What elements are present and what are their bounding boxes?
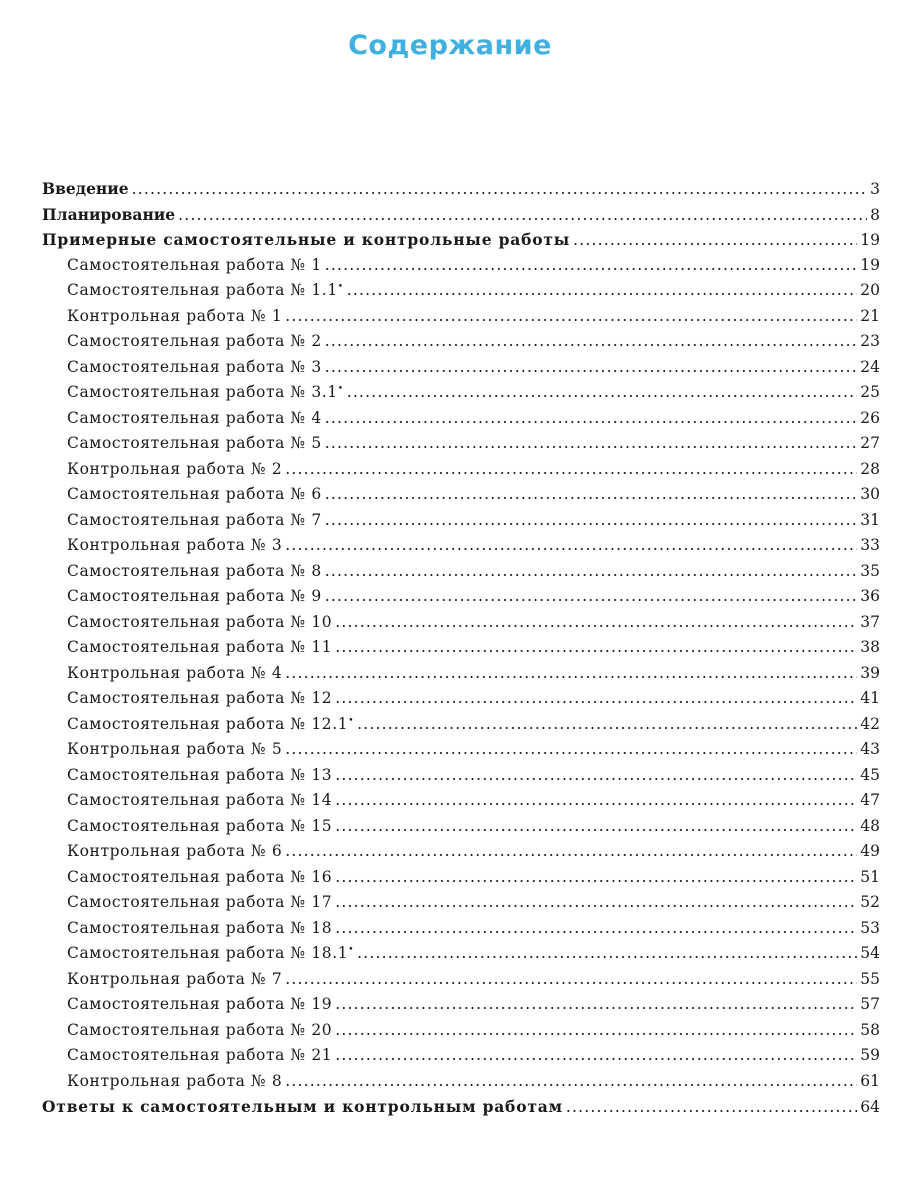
toc-entry[interactable] — [42, 1043, 880, 1069]
toc-entry[interactable] — [42, 737, 880, 763]
dot-leader — [325, 406, 857, 432]
toc-entry-label: Самостоятельная работа № 17 — [67, 893, 333, 911]
toc-entry-page: 43 — [860, 740, 880, 758]
toc-entry-label: Самостоятельная работа № 7 — [67, 510, 322, 529]
toc-entry[interactable] — [42, 457, 880, 483]
dot-leader — [335, 1043, 857, 1069]
toc-entry[interactable] — [42, 839, 880, 865]
dot-leader — [566, 1095, 857, 1121]
dot-leader — [325, 329, 857, 355]
toc-entry-label: Самостоятельная работа № 8 — [67, 561, 322, 580]
toc-entry-label: Самостоятельная работа № 12 — [67, 689, 333, 707]
toc-entry-label: Контрольная работа № 8 — [67, 1071, 283, 1090]
toc-entry-page: 39 — [860, 663, 880, 682]
dot-leader — [335, 890, 857, 916]
toc-entry-page: 20 — [860, 281, 880, 299]
toc-entry-label: Контрольная работа № 4 — [67, 663, 283, 682]
toc-entry[interactable] — [42, 482, 880, 508]
toc-entry[interactable] — [42, 355, 880, 381]
toc-entry-label: Самостоятельная работа № 20 — [67, 1020, 333, 1039]
advanced-mark-icon: • — [348, 944, 355, 955]
toc-entry-page: 42 — [860, 714, 880, 733]
toc-entry-page: 28 — [860, 459, 880, 478]
toc-entry[interactable] — [42, 380, 880, 406]
toc-entry-page: 41 — [860, 689, 880, 707]
toc-entry-label: Самостоятельная работа № 11 — [67, 638, 333, 656]
toc-entry-label: Контрольная работа № 7 — [67, 969, 283, 988]
toc-entry-page: 61 — [860, 1071, 880, 1090]
toc-entry-page: 58 — [860, 1020, 880, 1039]
toc-entry-page: 25 — [860, 383, 880, 401]
dot-leader — [335, 865, 857, 891]
toc-entry-page: 59 — [860, 1046, 880, 1064]
dot-leader — [285, 457, 857, 483]
toc-entry[interactable] — [42, 559, 880, 585]
dot-leader — [325, 508, 857, 534]
toc-entry-page: 31 — [860, 510, 880, 529]
toc-entry-page: 57 — [860, 995, 880, 1013]
dot-leader — [325, 253, 857, 279]
toc-entry-page: 19 — [860, 231, 880, 249]
toc-entry-label: Самостоятельная работа № 6 — [67, 485, 322, 503]
toc-entry[interactable] — [42, 533, 880, 559]
dot-leader — [335, 686, 857, 712]
dot-leader — [335, 814, 857, 840]
toc-entry[interactable] — [42, 1094, 880, 1120]
toc-entry-page: 33 — [860, 536, 880, 554]
toc-entry[interactable] — [42, 584, 880, 610]
toc-entry-page: 55 — [860, 969, 880, 988]
toc-entry-label: Самостоятельная работа № 16 — [67, 867, 333, 886]
toc-entry[interactable] — [42, 916, 880, 942]
page-title: Содержание — [348, 30, 552, 61]
dot-leader — [285, 661, 857, 687]
toc-entry-label: Самостоятельная работа № 3.1• — [67, 383, 344, 401]
dot-leader — [285, 1069, 857, 1095]
toc-entry[interactable] — [42, 304, 880, 330]
toc-entry-label: Контрольная работа № 5 — [67, 740, 283, 758]
toc-entry[interactable] — [42, 941, 880, 967]
toc-entry[interactable] — [42, 661, 880, 687]
toc-entry-label: Самостоятельная работа № 12.1• — [67, 714, 355, 733]
dot-leader — [357, 712, 857, 738]
toc-entry-page: 38 — [860, 638, 880, 656]
dot-leader — [335, 992, 857, 1018]
toc-entry-label: Самостоятельная работа № 18.1• — [67, 944, 355, 962]
toc-entry[interactable] — [42, 788, 880, 814]
toc-entry[interactable] — [42, 406, 880, 432]
toc-entry[interactable] — [42, 686, 880, 712]
toc-entry[interactable] — [42, 1018, 880, 1044]
dot-leader — [347, 380, 858, 406]
toc-entry[interactable] — [42, 508, 880, 534]
toc-entry-label: Самостоятельная работа № 1.1• — [67, 281, 344, 299]
toc-entry-page: 26 — [860, 408, 880, 427]
toc-entry[interactable] — [42, 763, 880, 789]
toc-entry-label: Самостоятельная работа № 14 — [67, 791, 333, 809]
dot-leader — [573, 228, 857, 254]
dot-leader — [335, 763, 857, 789]
toc-entry[interactable] — [42, 329, 880, 355]
toc-entry-label: Самостоятельная работа № 18 — [67, 918, 333, 937]
dot-leader — [325, 431, 857, 457]
toc-entry[interactable] — [42, 712, 880, 738]
toc-entry-label: Контрольная работа № 1 — [67, 306, 283, 325]
toc-entry-page: 36 — [860, 587, 880, 605]
dot-leader — [132, 177, 867, 203]
toc-entry[interactable] — [42, 610, 880, 636]
toc-entry-label: Самостоятельная работа № 19 — [67, 995, 333, 1013]
dot-leader — [178, 203, 867, 229]
toc-entry-label: Контрольная работа № 6 — [67, 842, 283, 860]
toc-entry-page: 54 — [860, 944, 880, 962]
toc-entry-page: 8 — [870, 205, 880, 224]
toc-entry[interactable] — [42, 814, 880, 840]
toc-entry-label: Самостоятельная работа № 2 — [67, 332, 322, 350]
toc-entry-label: Примерные самостоятельные и контрольные работы — [42, 230, 571, 249]
toc-entry[interactable] — [42, 890, 880, 916]
dot-leader — [285, 839, 857, 865]
dot-leader — [347, 278, 858, 304]
toc-entry-label: Контрольная работа № 3 — [67, 536, 283, 554]
toc-entry-label: Самостоятельная работа № 3 — [67, 357, 322, 376]
dot-leader — [357, 941, 857, 967]
toc-entry-page: 3 — [870, 180, 880, 198]
toc-entry-label: Самостоятельная работа № 10 — [67, 612, 333, 631]
toc-entry-page: 53 — [860, 918, 880, 937]
toc-entry-page: 19 — [860, 255, 880, 274]
toc-entry[interactable] — [42, 227, 880, 253]
dot-leader — [285, 304, 857, 330]
toc-entry-page: 24 — [860, 357, 880, 376]
toc-entry[interactable] — [42, 865, 880, 891]
toc-entry-page: 30 — [860, 485, 880, 503]
dot-leader — [325, 559, 857, 585]
toc-entry-label: Самостоятельная работа № 9 — [67, 587, 322, 605]
dot-leader — [335, 1018, 857, 1044]
toc-entry-page: 27 — [860, 434, 880, 452]
toc-entry-label: Самостоятельная работа № 1 — [67, 255, 322, 274]
toc-entry[interactable] — [42, 176, 880, 202]
dot-leader — [325, 482, 857, 508]
dot-leader — [335, 635, 857, 661]
toc-entry[interactable] — [42, 431, 880, 457]
toc-entry-label: Самостоятельная работа № 21 — [67, 1046, 333, 1064]
toc-entry-label: Самостоятельная работа № 15 — [67, 816, 333, 835]
toc-entry-page: 23 — [860, 332, 880, 350]
toc-entry[interactable] — [42, 992, 880, 1018]
toc-entry-page: 49 — [860, 842, 880, 860]
dot-leader — [335, 788, 857, 814]
toc-entry-page: 35 — [860, 561, 880, 580]
dot-leader — [285, 737, 857, 763]
dot-leader — [335, 610, 857, 636]
toc-entry[interactable] — [42, 253, 880, 279]
toc-entry[interactable] — [42, 1069, 880, 1095]
toc-entry-page: 37 — [860, 612, 880, 631]
toc-entry-page: 45 — [860, 765, 880, 784]
toc-entry-label: Самостоятельная работа № 5 — [67, 434, 322, 452]
toc-entry[interactable] — [42, 202, 880, 228]
toc-entry-page: 52 — [860, 893, 880, 911]
dot-leader — [285, 967, 857, 993]
toc-entry[interactable] — [42, 967, 880, 993]
advanced-mark-icon: • — [337, 281, 344, 292]
dot-leader — [285, 533, 857, 559]
advanced-mark-icon: • — [337, 383, 344, 394]
toc-entry-page: 51 — [860, 867, 880, 886]
toc-entry-label: Самостоятельная работа № 13 — [67, 765, 333, 784]
toc-entry-page: 47 — [860, 791, 880, 809]
table-of-contents — [42, 176, 880, 1120]
toc-entry-label: Введение — [42, 179, 129, 198]
toc-entry[interactable] — [42, 635, 880, 661]
toc-entry-label: Самостоятельная работа № 4 — [67, 408, 322, 427]
dot-leader — [335, 916, 857, 942]
dot-leader — [325, 584, 857, 610]
toc-entry-label: Планирование — [42, 204, 176, 224]
toc-entry-page: 21 — [860, 306, 880, 325]
toc-entry-page: 48 — [860, 816, 880, 835]
toc-entry-label: Ответы к самостоятельным и контрольным работам — [42, 1097, 563, 1116]
dot-leader — [325, 355, 857, 381]
toc-entry-label: Контрольная работа № 2 — [67, 459, 283, 478]
advanced-mark-icon: • — [348, 715, 355, 726]
toc-entry-page: 64 — [860, 1098, 880, 1116]
toc-entry[interactable] — [42, 278, 880, 304]
